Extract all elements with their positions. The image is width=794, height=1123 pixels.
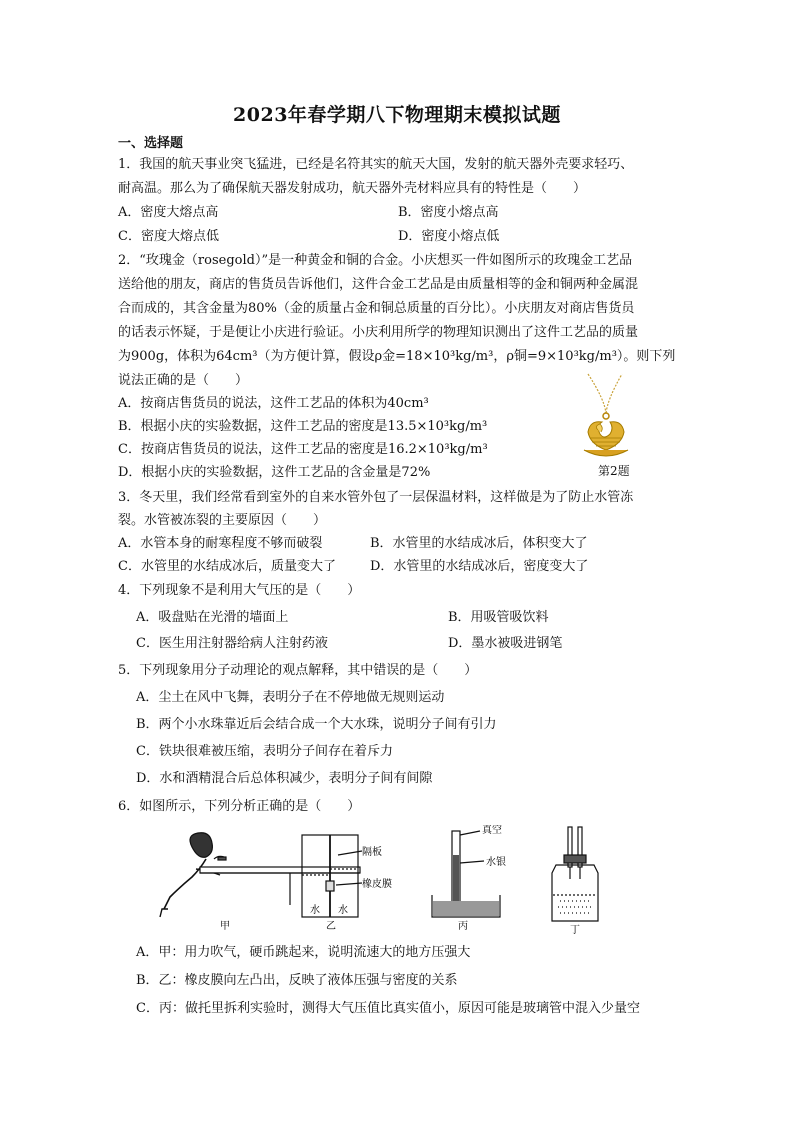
q2-option-b: B．根据小庆的实验数据，这件工艺品的密度是13.5×10³kg/m³ (118, 419, 488, 434)
q3-stem-line2: 裂。水管被冻裂的主要原因（ ） (118, 513, 327, 528)
q4-option-a: A．吸盘贴在光滑的墙面上 (136, 610, 289, 625)
page-title: 2023年春学期八下物理期末模拟试题 (233, 104, 561, 126)
q6-option-a: A．甲：用力吹气，硬币跳起来，说明流速大的地方压强大 (136, 945, 471, 960)
section-heading: 一、选择题 (118, 136, 184, 151)
q5-option-d: D．水和酒精混合后总体积减少，表明分子间有间隙 (136, 771, 433, 786)
q4-option-b: B．用吸管吸饮料 (448, 610, 549, 625)
fig-label-jia: 甲 (220, 921, 230, 932)
q5-option-b: B．两个小水珠靠近后会结合成一个大水珠，说明分子间有引力 (136, 717, 497, 732)
q2-stem-line1: 2．“玫瑰金（rosegold）”是一种黄金和铜的合金。小庆想买一件如图所示的玫瑰金工艺品 (118, 253, 633, 268)
swan-pendant-figure (560, 370, 650, 462)
q5-stem: 5．下列现象用分子动理论的观点解释，其中错误的是（ ） (118, 663, 478, 678)
q6-option-c: C．丙：做托里拆利实验时，测得大气压值比真实值小，原因可能是玻璃管中混入少量空 (136, 1001, 640, 1016)
q6-figures (140, 825, 700, 935)
q6-option-b: B．乙：橡皮膜向左凸出，反映了液体压强与密度的关系 (136, 973, 458, 988)
q1-option-d: D．密度小熔点低 (398, 229, 500, 244)
q3-option-d: D．水管里的水结成冰后，密度变大了 (370, 559, 589, 574)
q1-stem-line2: 耐高温。那么为了确保航天器发射成功，航天器外壳材料应具有的特性是（ ） (118, 181, 587, 196)
q6-stem: 6．如图所示，下列分析正确的是（ ） (118, 799, 361, 814)
q2-stem-line5: 为900g，体积为64cm³（为方便计算，假设ρ金=18×10³kg/m³，ρ铜=9×10³kg/m³）。则下列 (118, 349, 676, 364)
fig-label-geban: 隔板 (362, 847, 382, 858)
fig-label-bing: 丙 (458, 921, 468, 932)
q4-stem: 4．下列现象不是利用大气压的是（ ） (118, 583, 361, 598)
figure-ding-bottle (552, 827, 598, 921)
fig-label-shuiyin: 水银 (486, 857, 506, 868)
q2-stem-line6: 说法正确的是（ ） (118, 373, 249, 388)
q1-option-c: C．密度大熔点低 (118, 229, 219, 244)
q3-option-a: A．水管本身的耐寒程度不够而破裂 (118, 536, 323, 551)
q2-option-d: D．根据小庆的实验数据，这件工艺品的含金量是72% (118, 465, 431, 480)
figure-bing-torricelli (432, 831, 500, 917)
q2-option-a: A．按商店售货员的说法，这件工艺品的体积为40cm³ (118, 396, 429, 411)
q2-stem-line2: 送给他的朋友，商店的售货员告诉他们，这件合金工艺品是由质量相等的金和铜两种金属混 (118, 277, 639, 292)
q5-option-a: A．尘土在风中飞舞，表明分子在不停地做无规则运动 (136, 690, 445, 705)
q2-option-c: C．按商店售货员的说法，这件工艺品的密度是16.2×10³kg/m³ (118, 442, 488, 457)
q3-stem-line1: 3．冬天里，我们经常看到室外的自来水管外包了一层保温材料，这样做是为了防止水管冻 (118, 490, 634, 505)
fig-label-ding: 丁 (570, 925, 580, 935)
fig-label-shui-left: 水 (310, 905, 320, 916)
fig-label-yi: 乙 (326, 921, 336, 932)
q1-option-b: B．密度小熔点高 (398, 205, 499, 220)
fig-label-zhenkong: 真空 (482, 825, 502, 836)
q2-stem-line3: 合而成的，其含金量为80%（金的质量占金和铜总质量的百分比）。小庆朋友对商店售货员 (118, 301, 635, 316)
q4-option-c: C．医生用注射器给病人注射药液 (136, 636, 328, 651)
q1-option-a: A．密度大熔点高 (118, 205, 219, 220)
q4-option-d: D．墨水被吸进钢笔 (448, 636, 563, 651)
q5-option-c: C．铁块很难被压缩，表明分子间存在着斥力 (136, 744, 393, 759)
fig-label-xiangpimo: 橡皮膜 (362, 879, 392, 890)
q2-stem-line4: 的话表示怀疑，于是便让小庆进行验证。小庆利用所学的物理知识测出了这件工艺品的质量 (118, 325, 639, 340)
q3-option-b: B．水管里的水结成冰后，体积变大了 (370, 536, 588, 551)
fig-label-shui-right: 水 (338, 905, 348, 916)
q2-figure-caption: 第2题 (598, 464, 630, 478)
q1-stem-line1: 1．我国的航天事业突飞猛进，已经是名符其实的航天大国，发射的航天器外壳要求轻巧、 (118, 157, 634, 172)
q3-option-c: C．水管里的水结成冰后，质量变大了 (118, 559, 336, 574)
